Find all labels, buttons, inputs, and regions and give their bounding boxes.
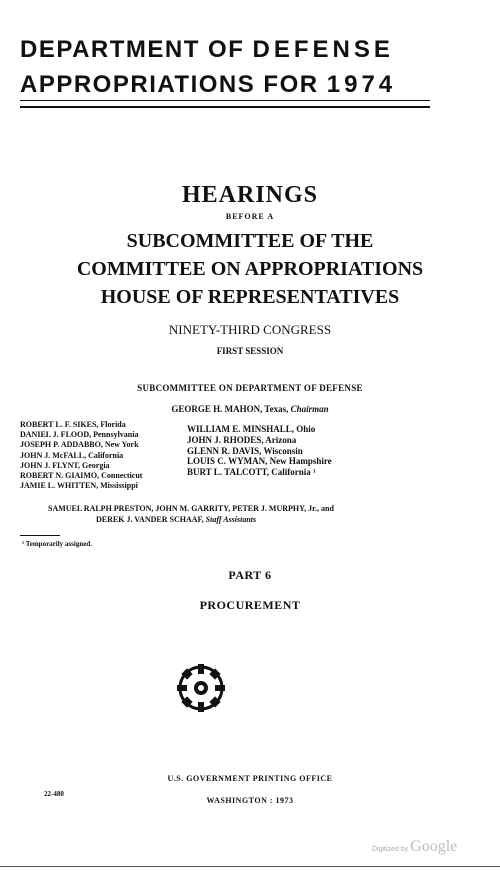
member-name: LOUIS C. WYMAN, New Hampshire	[187, 456, 332, 467]
member-name: GLENN R. DAVIS, Wisconsin	[187, 445, 303, 456]
page-bottom-edge	[0, 866, 500, 867]
congress-text: NINETY-THIRD CONGRESS	[168, 322, 332, 337]
staff-assistants	[48, 503, 334, 525]
title-line-2: APPROPRIATIONS FOR 1974	[20, 71, 397, 98]
title-line-1: DEPARTMENT OF DEFENSE	[20, 36, 394, 63]
chairman-line: GEORGE H. MAHON, Texas, Chairman	[171, 404, 329, 414]
member-name: JOHN J. McFALL, California	[20, 450, 124, 460]
hearings-heading: HEARINGS	[181, 182, 319, 208]
member-name: ROBERT N. GIAIMO, Connecticut	[20, 471, 143, 481]
footnote: ¹ Temporarily assigned.	[22, 540, 92, 548]
subcommittee-heading: SUBCOMMITTEE OF THE	[126, 230, 374, 252]
member-name: JOSEPH P. ADDABBO, New York	[20, 440, 139, 450]
member-name: ROBERT L. F. SIKES, Florida	[20, 420, 126, 429]
google-logo: Google	[410, 838, 458, 855]
gpo-ornament-icon	[175, 662, 227, 714]
right-member-list	[187, 424, 332, 478]
staff-line-1: SAMUEL RALPH PRESTON, JOHN M. GARRITY, PETER J. MURPHY, Jr., and	[48, 504, 334, 513]
footnote-rule	[20, 535, 60, 536]
part-number: PART 6	[228, 568, 272, 582]
committee-heading: COMMITTEE ON APPROPRIATIONS	[76, 258, 424, 280]
member-name: JOHN J. FLYNT, Georgia	[20, 460, 110, 470]
house-heading: HOUSE OF REPRESENTATIVES	[100, 286, 400, 308]
session-text: FIRST SESSION	[216, 346, 284, 356]
printing-office: U.S. GOVERNMENT PRINTING OFFICE	[167, 774, 333, 783]
digitized-by-watermark: Digitized by Google	[372, 838, 458, 855]
member-name: JOHN J. RHODES, Arizona	[187, 434, 297, 445]
title-rule	[20, 100, 430, 108]
member-name: WILLIAM E. MINSHALL, Ohio	[187, 424, 316, 434]
left-member-list	[20, 420, 142, 491]
member-name: DANIEL J. FLOOD, Pennsylvania	[20, 430, 139, 440]
before-a-text: BEFORE A	[225, 212, 275, 221]
stock-number: 22-480	[44, 790, 64, 798]
member-name: BURT L. TALCOTT, California ¹	[187, 467, 316, 478]
place-date: WASHINGTON : 1973	[206, 796, 294, 805]
member-name: JAMIE L. WHITTEN, Mississippi	[20, 481, 138, 491]
part-subject: PROCUREMENT	[199, 598, 301, 612]
staff-line-2: DEREK J. VANDER SCHAAF, Staff Assistants	[96, 515, 257, 524]
subcommittee-name: SUBCOMMITTEE ON DEPARTMENT OF DEFENSE	[137, 383, 363, 393]
